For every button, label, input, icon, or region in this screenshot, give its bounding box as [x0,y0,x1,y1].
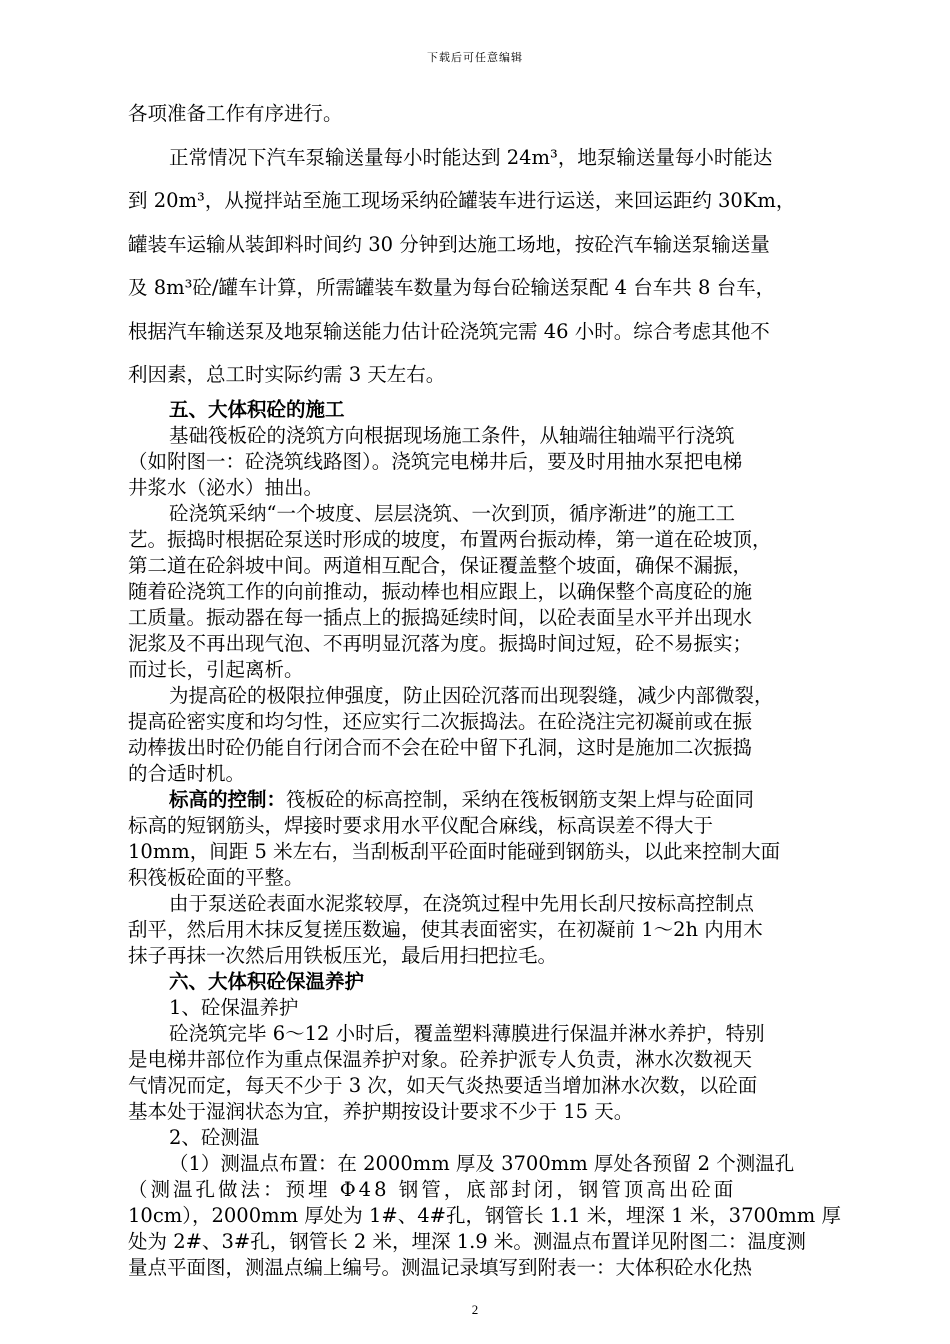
text-line [128,943,863,969]
line-text: 气情况而定，每天不少于 3 次，如天气炎热要适当增加淋水次数，以砼面 [128,1073,758,1097]
line-text: 五、大体积砼的施工 [169,397,345,421]
text-line [128,1203,863,1229]
line-text: 罐装车运输从装卸料时间约 30 分钟到达施工场地，按砼汽车输送泵输送量 [128,232,770,256]
text-line [128,683,863,709]
line-text: 砼浇筑完毕 6～12 小时后，覆盖塑料薄膜进行保温并淋水养护，特别 [169,1021,765,1045]
text-line [128,657,863,683]
inline-bold-lead: 标高的控制： [169,787,287,811]
line-text: 正常情况下汽车泵输送量每小时能达到 24m³，地泵输送量每小时能达 [169,145,773,169]
text-line [128,353,863,397]
line-text: 10mm，间距 5 米左右，当刮板刮平砼面时能碰到钢筋头，以此来控制大面 [128,839,781,863]
line-text: 筏板砼的标高控制，采纳在筏板钢筋支架上焊与砼面同 [286,787,755,811]
text-line [128,266,863,310]
line-text: 泥浆及不再出现气泡、不再明显沉落为度。振捣时间过短，砼不易振实； [128,631,753,655]
text-line [128,1125,863,1151]
text-line [128,605,863,631]
line-text: 提高砼密实度和均匀性，还应实行二次振捣法。在砼浇注完初凝前或在振 [128,709,753,733]
text-line [128,709,863,735]
section-heading [128,397,863,423]
text-line [128,1177,863,1203]
text-line [128,92,863,136]
line-text: 标高的短钢筋头，焊接时要求用水平仪配合麻线，标高误差不得大于 [128,813,714,837]
text-line [128,1047,863,1073]
line-text: 及 8m³砼/罐车计算，所需罐装车数量为每台砼输送泵配 4 台车共 8 台车， [128,276,776,299]
text-line [128,1151,863,1177]
line-text: 砼浇筑采纳“一个坡度、层层浇筑、一次到顶，循序渐进”的施工工 [169,501,735,525]
line-text: 而过长，引起离析。 [128,657,304,681]
text-line [128,475,863,501]
line-text: 10cm），2000mm 厚处为 1#、4#孔，钢管长 1.1 米，埋深 1 米，3700mm 厚 [128,1203,841,1227]
line-text: 艺。振捣时根据砼泵送时形成的坡度，布置两台振动棒，第一道在砼坡顶， [128,527,772,551]
text-line [128,179,863,223]
text-line [128,631,863,657]
line-text: 第二道在砼斜坡中间。两道相互配合，保证覆盖整个坡面，确保不漏振， [128,553,753,577]
text-line [128,449,863,475]
line-text: 井浆水（泌水）抽出。 [128,475,324,499]
line-text: 根据汽车输送泵及地泵输送能力估计砼浇筑完需 46 小时。综合考虑其他不 [128,319,770,343]
line-text: 刮平，然后用木抹反复搓压数遍，使其表面密实，在初凝前 1～2h 内用木 [128,917,763,941]
text-line [128,1021,863,1047]
section-heading [128,969,863,995]
line-text: 处为 2#、3#孔，钢管长 2 米，埋深 1.9 米。测温点布置详见附图二：温度测 [128,1229,806,1253]
line-text: 到 20m³，从搅拌站至施工现场采纳砼罐装车进行运送，来回运距约 30Km， [128,189,796,212]
text-line [128,423,863,449]
text-line [128,501,863,527]
line-text: 量点平面图，测温点编上编号。测温记录填写到附表一：大体积砼水化热 [128,1255,753,1279]
line-text: 利因素，总工时实际约需 3 天左右。 [128,363,446,386]
text-line [128,1073,863,1099]
text-line [128,865,863,891]
line-text: 动棒拔出时砼仍能自行闭合而不会在砼中留下孔洞，这时是施加二次振捣 [128,735,753,759]
text-line [128,1099,863,1125]
text-line [128,735,863,761]
line-text: 为提高砼的极限拉伸强度，防止因砼沉落而出现裂缝，减少内部微裂， [169,683,774,707]
text-line [128,917,863,943]
line-text: 各项准备工作有序进行。 [128,102,343,125]
text-line [128,995,863,1021]
line-text: 基础筏板砼的浇筑方向根据现场施工条件，从轴端往轴端平行浇筑 [169,423,735,447]
line-text: 六、大体积砼保温养护 [169,969,365,993]
text-line [128,310,863,354]
text-line [128,761,863,787]
text-line [128,891,863,917]
line-text: 是电梯井部位作为重点保温养护对象。砼养护派专人负责，淋水次数视天 [128,1047,753,1071]
text-line [128,553,863,579]
page-header: 下载后可任意编辑 [427,51,523,64]
text-line [128,1229,863,1255]
page-number: 2 [471,1302,479,1317]
line-text: 抹子再抹一次然后用铁板压光，最后用扫把拉毛。 [128,943,558,967]
text-line [128,527,863,553]
line-text: 的合适时机。 [128,761,246,785]
text-line [128,223,863,267]
line-text: （如附图一：砼浇筑线路图）。浇筑完电梯井后，要及时用抽水泵把电梯 [128,449,743,473]
text-line [128,1255,863,1281]
text-line [128,136,863,180]
line-text: 工质量。振动器在每一插点上的振捣延续时间，以砼表面呈水平并出现水 [128,605,753,629]
text-line [128,839,863,865]
line-text: （测温孔做法：预埋 Φ48 钢管，底部封闭，钢管顶高出砼面 [128,1177,737,1201]
text-line [128,787,863,813]
line-text: 由于泵送砼表面水泥浆较厚，在浇筑过程中先用长刮尺按标高控制点 [169,891,755,915]
text-line [128,813,863,839]
line-text: 随着砼浇筑工作的向前推动，振动棒也相应跟上，以确保整个高度砼的施 [128,579,753,603]
line-text: 积筏板砼面的平整。 [128,865,304,889]
line-text: （1）测温点布置：在 2000mm 厚及 3700mm 厚处各预留 2 个测温孔 [169,1151,795,1175]
text-line [128,579,863,605]
line-text: 基本处于湿润状态为宜，养护期按设计要求不少于 15 天。 [128,1099,634,1123]
line-text: 2、砼测温 [169,1125,260,1149]
document-body [128,92,863,1281]
line-text: 1、砼保温养护 [169,995,299,1019]
